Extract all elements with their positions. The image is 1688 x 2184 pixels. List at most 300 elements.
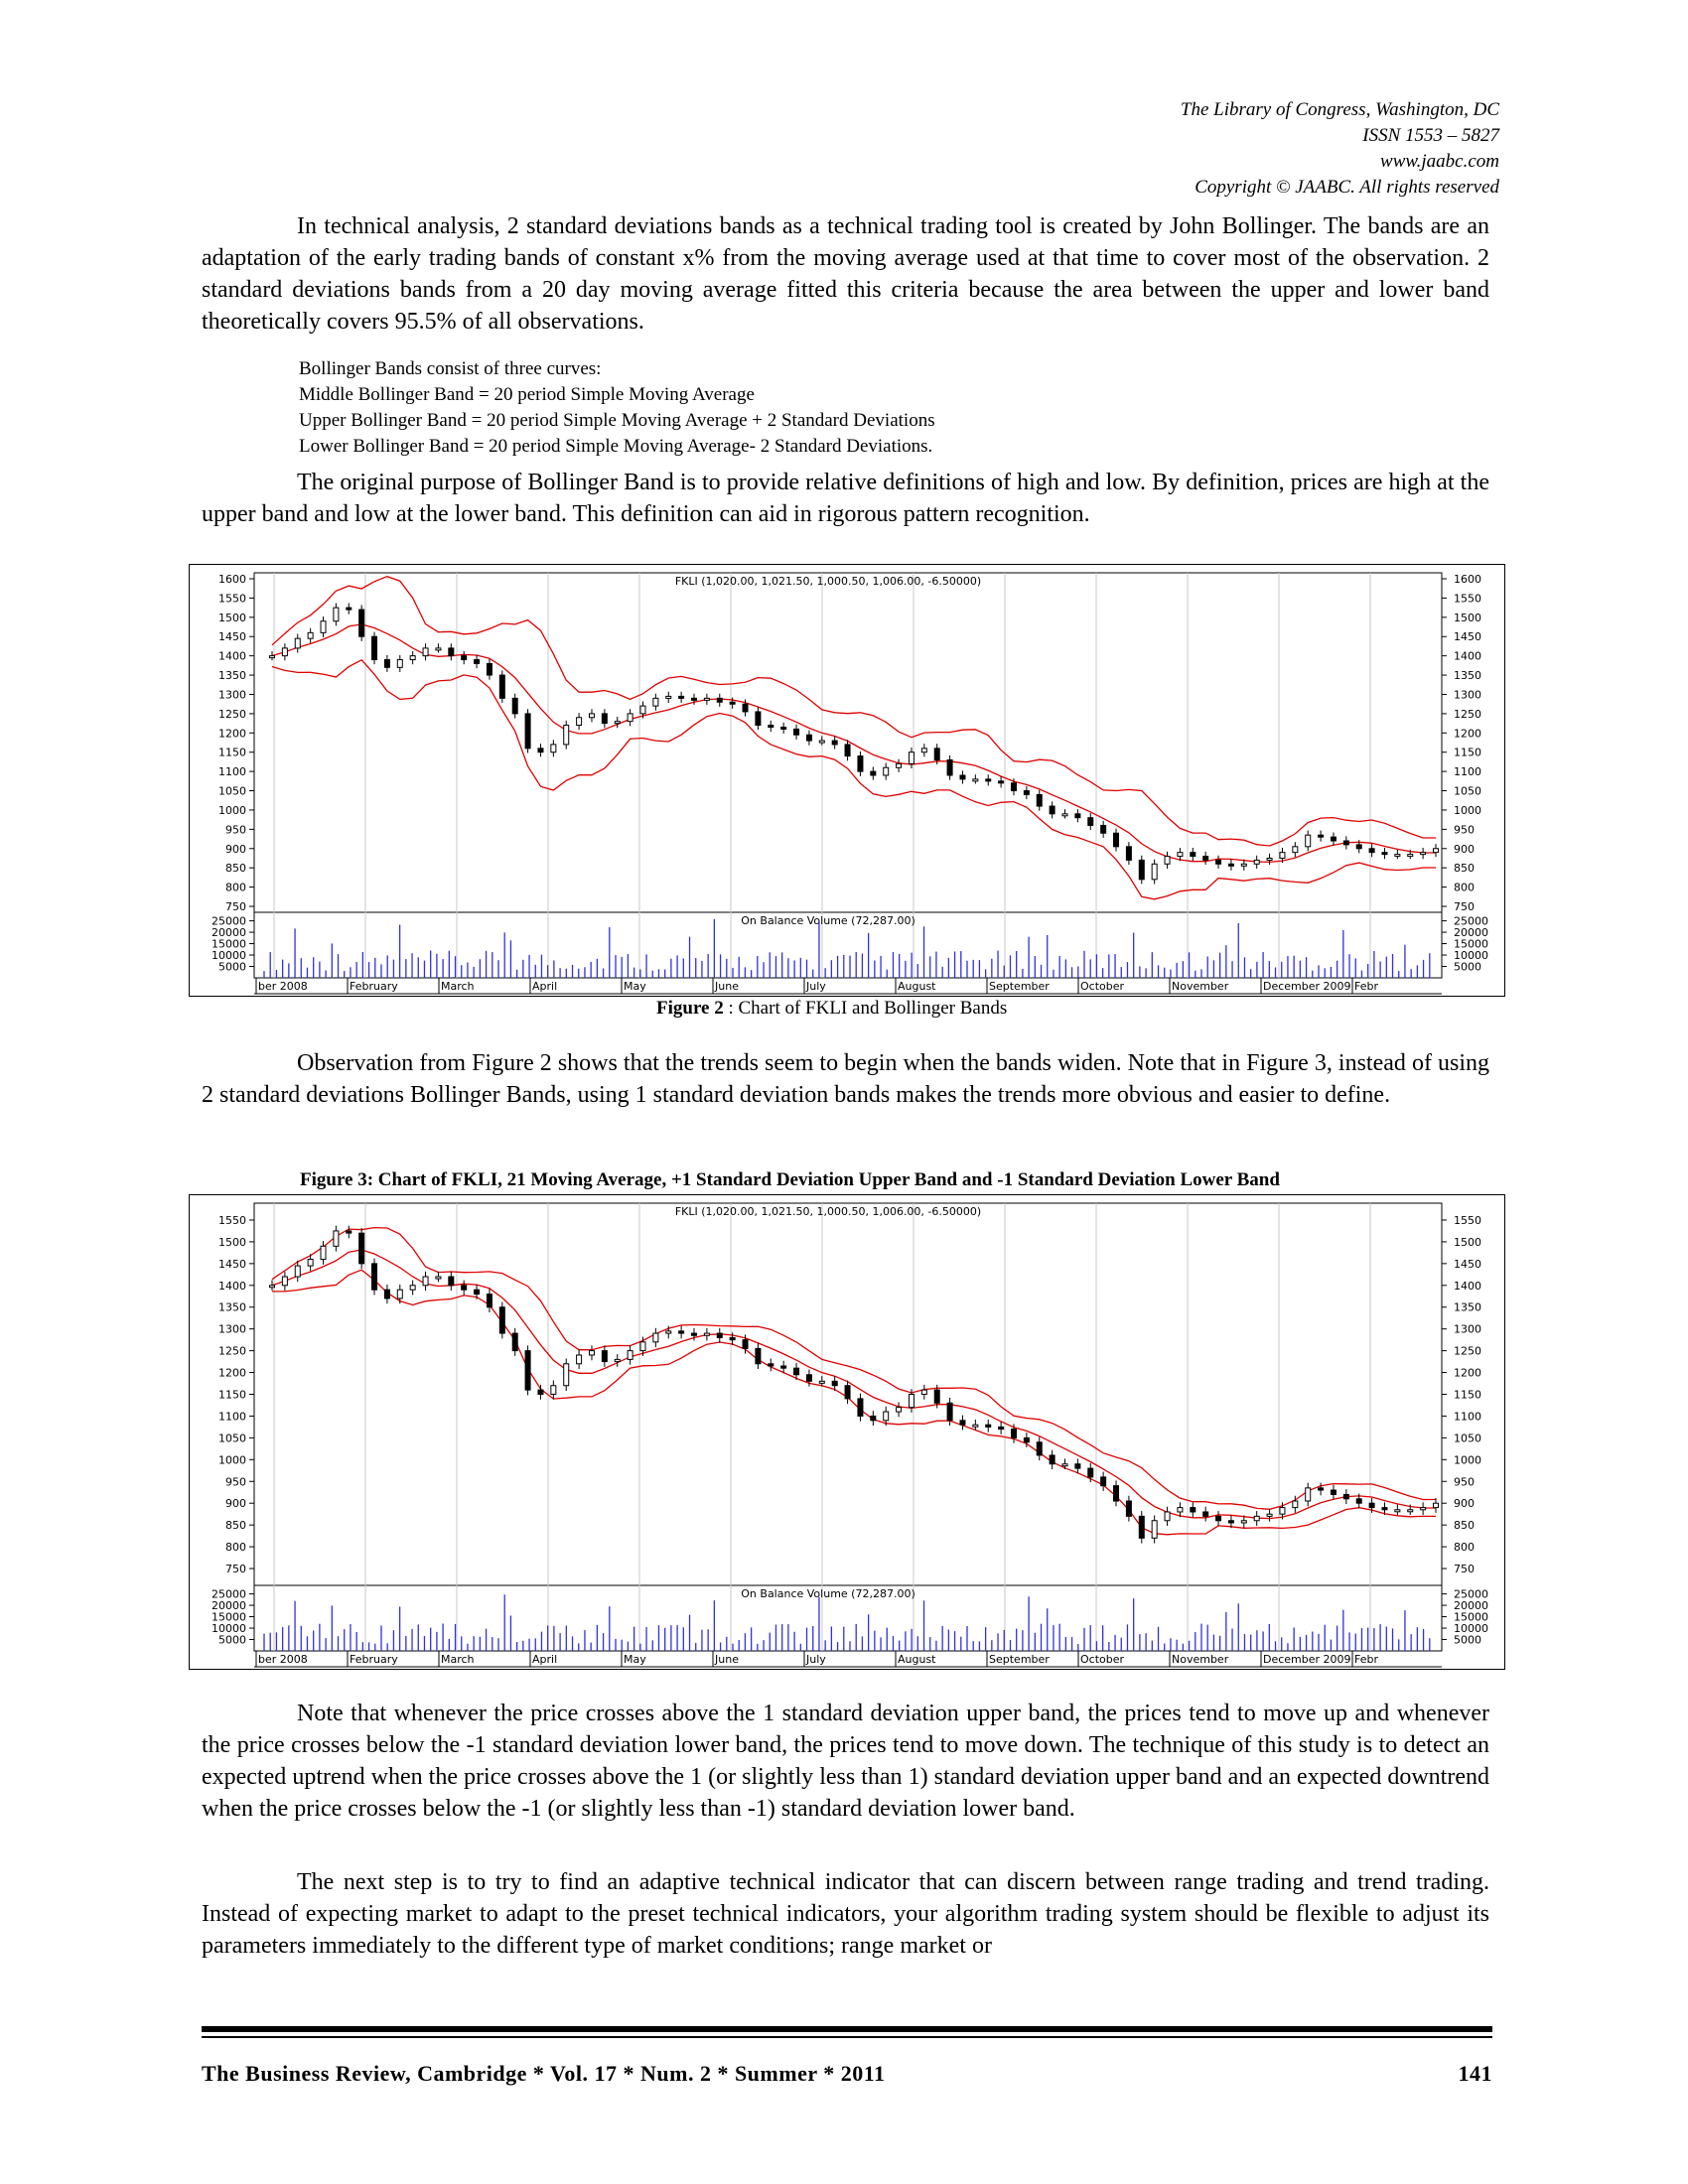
price-candle — [1293, 1501, 1298, 1508]
paragraph-text: Note that whenever the price crosses above the 1 standard deviation upper band, the prices tend to move up and whenever the price crosses below the -1 standard deviation lower band, the prices tend to move down. The technique of this study is to detect an expected uptrend when the price crosses above the 1 (or slightly less than 1) standard deviation upper band and an expected downtrend when the price crosses below the -1 (or slightly less than -1) standard deviation lower band. — [202, 1701, 1489, 1822]
price-candle — [704, 1333, 709, 1335]
price-candle — [589, 1351, 594, 1355]
price-candle — [1293, 847, 1298, 853]
y-tick-label-left: 1250 — [218, 707, 246, 721]
paragraph-bollinger-intro — [202, 210, 1489, 338]
price-candle — [410, 656, 415, 660]
volume-tick-label-right: 25000 — [1454, 914, 1488, 928]
moving-average-line — [272, 1250, 1436, 1519]
price-candle — [1126, 847, 1131, 861]
y-tick-label-left: 850 — [225, 1519, 246, 1533]
y-tick-label-left: 750 — [225, 1563, 246, 1576]
y-tick-label-left: 1500 — [218, 611, 246, 624]
price-candle — [1280, 1508, 1285, 1515]
price-candle — [462, 656, 467, 660]
figure-3-caption: Figure 3: Chart of FKLI, 21 Moving Average, +1 Standard Deviation Upper Band and -1 Standard Deviation Lower Band — [300, 1169, 1280, 1190]
price-candle — [538, 749, 543, 752]
volume-tick-label-left: 25000 — [211, 914, 246, 928]
price-candle — [525, 1351, 530, 1390]
price-candle — [449, 648, 454, 656]
price-candle — [462, 1286, 467, 1290]
price-candle — [781, 1366, 786, 1368]
y-tick-label-right: 1300 — [1454, 1322, 1481, 1336]
price-candle — [845, 1386, 850, 1399]
price-candle — [1254, 860, 1259, 864]
price-candle — [743, 704, 748, 712]
price-candle — [1062, 814, 1067, 816]
price-candle — [1126, 1501, 1131, 1516]
price-candle — [564, 726, 569, 745]
x-tick-label: October — [1080, 980, 1125, 993]
price-candle — [794, 729, 799, 735]
price-candle — [1075, 1464, 1080, 1468]
header-library: The Library of Congress, Washington, DC — [1180, 99, 1499, 120]
chart-title: FKLI (1,020.00, 1,021.50, 1,000.50, 1,006.00, -6.50000) — [674, 1205, 982, 1218]
y-tick-label-right: 1600 — [1454, 573, 1481, 586]
price-candle — [1037, 794, 1042, 806]
y-tick-label-left: 1450 — [218, 630, 246, 644]
price-candle — [628, 1351, 633, 1360]
x-tick-label: ber 2008 — [258, 980, 308, 993]
price-candle — [525, 714, 530, 749]
price-candle — [1421, 1508, 1426, 1510]
x-tick-label: March — [441, 980, 475, 993]
price-candle — [806, 1375, 811, 1382]
y-tick-label-left: 1100 — [218, 765, 246, 779]
price-candle — [1191, 853, 1196, 857]
y-tick-label-left: 1450 — [218, 1257, 246, 1271]
price-candle — [334, 608, 339, 621]
price-candle — [295, 638, 300, 648]
price-candle — [730, 1337, 735, 1339]
price-candle — [334, 1231, 339, 1246]
price-candle — [769, 1364, 774, 1366]
figure-2-caption-text: : Chart of FKLI and Bollinger Bands — [723, 998, 1008, 1019]
y-tick-label-right: 1350 — [1454, 1300, 1481, 1314]
price-candle — [1114, 1486, 1119, 1501]
price-candle — [1331, 1490, 1336, 1494]
y-tick-label-left: 1600 — [218, 573, 246, 586]
price-candle — [794, 1368, 799, 1375]
volume-title: On Balance Volume (72,287.00) — [741, 914, 915, 927]
price-candle — [615, 1359, 620, 1361]
x-tick-label: April — [532, 980, 558, 993]
y-tick-label-left: 850 — [225, 862, 246, 876]
price-candle — [1165, 1512, 1170, 1521]
volume-tick-label-right: 10000 — [1454, 1622, 1488, 1636]
y-tick-label-right: 750 — [1454, 1563, 1475, 1576]
price-candle — [487, 663, 492, 675]
price-candle — [921, 1390, 926, 1394]
price-candle — [960, 775, 965, 779]
chart-title: FKLI (1,020.00, 1,021.50, 1,000.50, 1,006.00, -6.50000) — [674, 575, 982, 588]
price-candle — [884, 1412, 889, 1421]
price-candle — [653, 698, 658, 706]
price-candle — [1088, 1468, 1093, 1477]
y-tick-label-right: 950 — [1454, 823, 1475, 837]
y-tick-label-left: 1150 — [218, 1388, 246, 1402]
price-candle — [973, 779, 978, 781]
price-candle — [1306, 835, 1311, 847]
price-candle — [564, 1364, 569, 1386]
price-candle — [1408, 855, 1413, 857]
price-candle — [1434, 849, 1439, 853]
y-tick-label-right: 1450 — [1454, 1257, 1481, 1271]
y-tick-label-right: 1100 — [1454, 1410, 1481, 1424]
price-candle — [743, 1340, 748, 1349]
figure-2-label: Figure 2 — [656, 998, 724, 1019]
price-candle — [1101, 825, 1106, 833]
price-candle — [897, 1408, 902, 1412]
x-tick-label: December 2009 — [1263, 1653, 1351, 1666]
price-candle — [538, 1390, 543, 1394]
list-upper-band: Upper Bollinger Band = 20 period Simple Moving Average + 2 Standard Deviations — [299, 410, 935, 431]
price-candle — [1331, 837, 1336, 841]
upper-band-line — [272, 577, 1436, 846]
x-tick-label: Febr — [1354, 1653, 1378, 1666]
price-candle — [769, 726, 774, 728]
y-tick-label-right: 1550 — [1454, 1213, 1481, 1227]
price-candle — [947, 1403, 952, 1421]
price-candle — [1395, 855, 1400, 857]
price-candle — [1280, 853, 1285, 859]
x-tick-label: December 2009 — [1263, 980, 1351, 993]
y-tick-label-left: 1250 — [218, 1344, 246, 1358]
y-tick-label-left: 900 — [225, 1497, 246, 1511]
price-candle — [1254, 1516, 1259, 1520]
y-tick-label-left: 800 — [225, 1541, 246, 1555]
y-tick-label-right: 1500 — [1454, 1235, 1481, 1249]
paragraph-purpose — [202, 467, 1489, 530]
price-candle — [1216, 860, 1221, 864]
y-tick-label-right: 800 — [1454, 1541, 1475, 1555]
header-website: www.jaabc.com — [1380, 151, 1499, 172]
paragraph-text: In technical analysis, 2 standard deviations bands as a technical trading tool is created by John Bollinger. The bands are an adaptation of the early trading bands of constant x% from the moving average used at that time to cover most of the observation. 2 standard deviations bands from a 20 day moving average fitted this criteria because the area between the upper and lower band theoretically covers 95.5% of all observations. — [202, 213, 1489, 335]
price-candle — [1203, 857, 1208, 861]
x-tick-label: May — [624, 1653, 646, 1666]
price-candle — [436, 648, 441, 650]
price-candle — [602, 1351, 607, 1362]
price-candle — [475, 660, 480, 664]
volume-title: On Balance Volume (72,287.00) — [741, 1587, 915, 1600]
y-tick-label-right: 1100 — [1454, 765, 1481, 779]
figure-2-chart — [189, 564, 1505, 997]
price-candle — [487, 1295, 492, 1307]
footer-rule-thick — [202, 2026, 1492, 2032]
price-candle — [628, 714, 633, 722]
price-candle — [1306, 1488, 1311, 1501]
price-candle — [973, 1425, 978, 1427]
price-candle — [551, 745, 556, 752]
price-candle — [1178, 853, 1183, 857]
volume-tick-label-left: 25000 — [211, 1587, 246, 1601]
footer-journal: The Business Review, Cambridge * Vol. 17 * Num. 2 * Summer * 2011 — [202, 2061, 886, 2086]
volume-tick-label-left: 5000 — [218, 960, 246, 974]
price-candle — [1050, 806, 1055, 814]
y-tick-label-right: 900 — [1454, 842, 1475, 856]
price-candle — [602, 714, 607, 724]
price-candle — [1165, 857, 1170, 865]
y-tick-label-left: 1050 — [218, 1432, 246, 1445]
y-tick-label-left: 1550 — [218, 1213, 246, 1227]
y-tick-label-right: 800 — [1454, 881, 1475, 894]
price-candle — [960, 1421, 965, 1425]
paragraph-text: Observation from Figure 2 shows that the trends seem to begin when the bands widen. Note that in Figure 3, instead of using 2 standard deviations Bollinger Bands, using 1 standard deviation bands makes the trends more obvious and easier to define. — [202, 1050, 1489, 1108]
price-candle — [321, 1246, 326, 1259]
x-tick-label: November — [1172, 1653, 1229, 1666]
volume-tick-label-right: 5000 — [1454, 1633, 1481, 1647]
price-candle — [947, 759, 952, 775]
price-candle — [692, 1333, 697, 1335]
price-candle — [1037, 1442, 1042, 1455]
price-candle — [679, 1331, 684, 1333]
y-tick-label-left: 1400 — [218, 649, 246, 663]
price-candle — [704, 698, 709, 700]
price-candle — [1191, 1508, 1196, 1512]
price-candle — [1343, 841, 1348, 845]
price-candle — [321, 621, 326, 633]
x-tick-label: June — [715, 980, 739, 993]
price-candle — [679, 696, 684, 698]
price-candle — [1216, 1516, 1221, 1520]
price-candle — [1319, 835, 1324, 837]
volume-tick-label-right: 20000 — [1454, 926, 1488, 940]
price-candle — [449, 1277, 454, 1286]
price-candle — [1178, 1508, 1183, 1512]
price-candle — [1152, 1521, 1157, 1539]
price-candle — [986, 779, 991, 781]
price-candle — [282, 648, 287, 656]
y-tick-label-right: 1500 — [1454, 611, 1481, 624]
moving-average-line — [272, 624, 1436, 863]
price-candle — [640, 1342, 645, 1351]
volume-tick-label-left: 15000 — [211, 937, 246, 951]
price-candle — [1203, 1512, 1208, 1516]
chart-svg — [190, 565, 1504, 996]
y-tick-label-right: 1250 — [1454, 707, 1481, 721]
x-tick-label: March — [441, 1653, 475, 1666]
price-candle — [423, 1277, 428, 1286]
price-candle — [384, 1290, 389, 1298]
price-candle — [1024, 1437, 1029, 1441]
y-tick-label-left: 950 — [225, 1475, 246, 1489]
price-candle — [1382, 1508, 1387, 1510]
y-tick-label-left: 1050 — [218, 784, 246, 798]
price-candle — [871, 771, 876, 775]
price-candle — [308, 1259, 313, 1266]
x-tick-label: February — [350, 980, 398, 993]
volume-tick-label-left: 15000 — [211, 1610, 246, 1624]
price-candle — [1382, 853, 1387, 855]
volume-tick-label-left: 20000 — [211, 926, 246, 940]
price-candle — [397, 1290, 402, 1298]
x-tick-label: November — [1172, 980, 1229, 993]
y-tick-label-left: 1200 — [218, 727, 246, 741]
price-candle — [308, 632, 313, 638]
y-tick-label-right: 950 — [1454, 1475, 1475, 1489]
y-tick-label-left: 900 — [225, 842, 246, 856]
y-tick-label-right: 1150 — [1454, 1388, 1481, 1402]
price-candle — [986, 1425, 991, 1427]
y-tick-label-left: 1300 — [218, 1322, 246, 1336]
price-candle — [730, 702, 735, 704]
price-candle — [640, 706, 645, 714]
price-candle — [756, 1348, 761, 1363]
y-tick-label-right: 850 — [1454, 862, 1475, 876]
x-tick-label: October — [1080, 1653, 1125, 1666]
volume-tick-label-left: 10000 — [211, 949, 246, 963]
y-tick-label-right: 1250 — [1454, 1344, 1481, 1358]
price-candle — [615, 722, 620, 724]
volume-tick-label-left: 5000 — [218, 1633, 246, 1647]
price-candle — [295, 1266, 300, 1277]
price-candle — [909, 1395, 914, 1408]
price-candle — [1075, 814, 1080, 818]
bollinger-definition-list — [299, 356, 935, 460]
price-candle — [359, 1233, 364, 1264]
price-candle — [577, 1355, 582, 1364]
y-tick-label-left: 1500 — [218, 1235, 246, 1249]
x-tick-label: September — [989, 1653, 1050, 1666]
y-tick-label-left: 1100 — [218, 1410, 246, 1424]
price-candle — [666, 1331, 671, 1333]
page-footer — [202, 2061, 1492, 2087]
y-tick-label-left: 1000 — [218, 1453, 246, 1467]
y-tick-label-left: 1200 — [218, 1366, 246, 1380]
price-candle — [858, 756, 863, 772]
price-candle — [359, 610, 364, 636]
y-tick-label-right: 1400 — [1454, 649, 1481, 663]
y-tick-label-left: 750 — [225, 900, 246, 913]
y-tick-label-right: 1000 — [1454, 1453, 1481, 1467]
y-tick-label-right: 1300 — [1454, 688, 1481, 702]
price-candle — [832, 741, 837, 745]
x-tick-label: July — [806, 980, 826, 993]
price-candle — [372, 636, 377, 659]
y-tick-label-left: 1000 — [218, 803, 246, 817]
paragraph-text: The original purpose of Bollinger Band is to provide relative definitions of high and low. By definition, prices are high at the upper band and low at the lower band. This definition can aid in rigorous pattern recognition. — [202, 470, 1489, 527]
price-candle — [1241, 864, 1246, 866]
price-candle — [1228, 1521, 1233, 1523]
y-tick-label-right: 850 — [1454, 1519, 1475, 1533]
price-candle — [384, 660, 389, 668]
chart-svg — [190, 1195, 1504, 1669]
footer-rule-thin — [202, 2036, 1492, 2038]
price-candle — [436, 1277, 441, 1279]
price-candle — [858, 1399, 863, 1417]
price-candle — [1434, 1503, 1439, 1507]
x-tick-label: April — [532, 1653, 558, 1666]
price-candle — [1139, 860, 1144, 879]
price-candle — [653, 1333, 658, 1342]
price-candle — [934, 749, 939, 760]
y-tick-label-right: 1200 — [1454, 727, 1481, 741]
y-tick-label-left: 1350 — [218, 669, 246, 683]
paragraph-text: The next step is to try to find an adaptive technical indicator that can discern between range trading and trend trading. Instead of expecting market to adapt to the preset technical indicators, your algorithm trading system should be flexible to adjust its parameters immediately to the different type of market conditions; range market or — [202, 1869, 1489, 1959]
paragraph-observation — [202, 1047, 1489, 1111]
price-candle — [806, 735, 811, 741]
price-candle — [347, 608, 352, 610]
price-candle — [589, 714, 594, 718]
price-candle — [999, 1427, 1004, 1429]
y-tick-label-right: 1050 — [1454, 1432, 1481, 1445]
price-candle — [1152, 864, 1157, 880]
price-candle — [372, 1264, 377, 1290]
y-tick-label-right: 1200 — [1454, 1366, 1481, 1380]
price-candle — [1241, 1521, 1246, 1523]
y-tick-label-left: 950 — [225, 823, 246, 837]
price-candle — [1421, 853, 1426, 855]
header-copyright: Copyright © JAABC. All rights reserved — [1195, 177, 1499, 198]
y-tick-label-left: 1400 — [218, 1279, 246, 1293]
y-tick-label-right: 750 — [1454, 900, 1475, 913]
price-candle — [717, 1333, 722, 1337]
y-tick-label-right: 1550 — [1454, 592, 1481, 606]
x-tick-label: Febr — [1354, 980, 1378, 993]
paragraph-next-step — [202, 1866, 1489, 1962]
x-tick-label: August — [898, 1653, 936, 1666]
list-intro: Bollinger Bands consist of three curves: — [299, 358, 602, 379]
volume-tick-label-right: 25000 — [1454, 1587, 1488, 1601]
price-candle — [756, 712, 761, 726]
paragraph-crossing-technique — [202, 1698, 1489, 1825]
y-tick-label-right: 1150 — [1454, 746, 1481, 759]
list-lower-band: Lower Bollinger Band = 20 period Simple Moving Average- 2 Standard Deviations. — [299, 436, 933, 457]
y-tick-label-right: 1000 — [1454, 803, 1481, 817]
x-tick-label: August — [898, 980, 936, 993]
price-candle — [577, 718, 582, 726]
lower-band-line — [272, 660, 1436, 899]
price-candle — [1011, 1430, 1016, 1438]
price-candle — [1267, 1514, 1272, 1516]
figure-3-chart — [189, 1194, 1505, 1670]
price-candle — [551, 1386, 556, 1395]
price-candle — [845, 745, 850, 756]
price-candle — [1114, 833, 1119, 847]
y-tick-label-right: 1450 — [1454, 630, 1481, 644]
figure-2-caption — [656, 998, 1007, 1038]
x-tick-label: May — [624, 980, 646, 993]
y-tick-label-right: 900 — [1454, 1497, 1475, 1511]
price-candle — [423, 648, 428, 656]
price-candle — [512, 1333, 517, 1351]
price-candle — [666, 696, 671, 698]
volume-tick-label-right: 15000 — [1454, 1610, 1488, 1624]
price-candle — [717, 698, 722, 702]
x-tick-label: ber 2008 — [258, 1653, 308, 1666]
volume-tick-label-right: 20000 — [1454, 1599, 1488, 1613]
price-candle — [499, 1307, 504, 1333]
price-candle — [692, 698, 697, 700]
x-tick-label: July — [806, 1653, 826, 1666]
price-candle — [1356, 1499, 1361, 1503]
y-tick-label-left: 1550 — [218, 592, 246, 606]
price-candle — [1369, 849, 1374, 853]
price-candle — [1062, 1464, 1067, 1466]
list-middle-band: Middle Bollinger Band = 20 period Simple Moving Average — [299, 384, 755, 405]
price-candle — [1319, 1488, 1324, 1490]
price-candle — [1343, 1494, 1348, 1498]
price-candle — [512, 698, 517, 714]
price-candle — [282, 1277, 287, 1286]
price-candle — [270, 656, 275, 658]
price-candle — [475, 1290, 480, 1294]
price-candle — [819, 741, 824, 743]
price-candle — [934, 1390, 939, 1403]
price-candle — [499, 675, 504, 698]
price-candle — [781, 727, 786, 729]
price-candle — [832, 1381, 837, 1385]
